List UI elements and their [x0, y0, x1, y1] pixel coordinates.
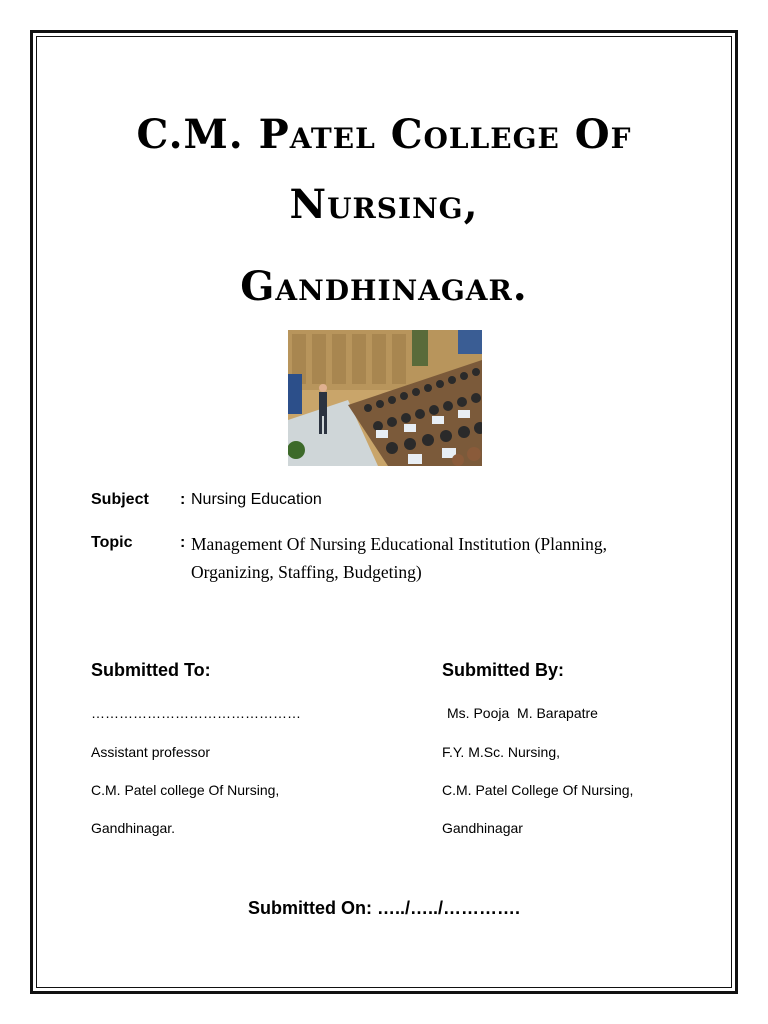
lecture-hall-photo: [288, 330, 482, 466]
page-border-inner: [36, 36, 732, 988]
submitted-by-name: Ms. Pooja M. Barapatre: [447, 705, 598, 721]
submitted-by-course: F.Y. M.Sc. Nursing,: [442, 744, 561, 760]
subject-colon: :: [180, 491, 186, 508]
topic-colon: :: [180, 534, 186, 551]
submitted-by-heading: Submitted By:: [442, 660, 565, 680]
topic-value-line2: Organizing, Staffing, Budgeting): [191, 562, 422, 582]
submitted-to-heading: Submitted To:: [91, 660, 211, 680]
submitted-by-city: Gandhinagar: [442, 820, 523, 836]
submitted-to-designation: Assistant professor: [91, 744, 211, 760]
submitted-to-college: C.M. Patel college Of Nursing,: [91, 782, 280, 798]
submitted-to-dots: ………………………………………: [91, 705, 301, 721]
submitted-by-college: C.M. Patel College Of Nursing,: [442, 782, 634, 798]
college-title-line3: Gandhinagar.: [240, 263, 528, 310]
submitted-to-city: Gandhinagar.: [91, 820, 176, 836]
topic-label: Topic: [91, 534, 133, 551]
submitted-on: Submitted On: …../…../………….: [248, 898, 520, 918]
college-title-line1: C.M. Patel College Of: [136, 111, 632, 158]
college-title-line2: Nursing,: [289, 181, 479, 228]
subject-label: Subject: [91, 491, 149, 508]
subject-value: Nursing Education: [191, 491, 322, 508]
topic-value-line1: Management Of Nursing Educational Institution (Planning,: [191, 534, 608, 554]
